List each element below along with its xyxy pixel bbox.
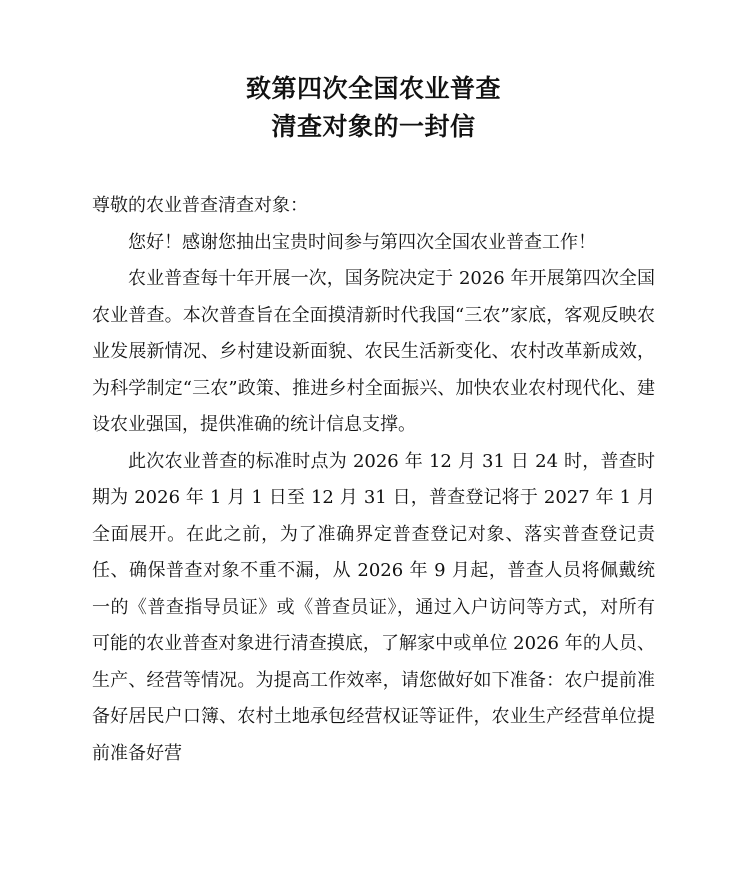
title-line-1: 致第四次全国农业普查: [245, 74, 501, 103]
letter-greeting: 尊敬的农业普查清查对象：: [92, 195, 308, 216]
title-line-2: 清查对象的一封信: [271, 112, 476, 141]
paragraph-purpose: 农业普查每十年开展一次，国务院决定于 2026 年开展第四次全国农业普查。本次普查旨在全面摸清新时代我国“三农”家底，客观反映农业发展新情况、乡村建设新面貌、农民生活新变化、农村改革新成效，为科学制定“三农”政策、推进乡村全面振兴、加快农业农村现代化、建设农业强国，提供准确的统计信息支撑。: [92, 268, 655, 435]
letter-title: [92, 70, 655, 146]
paragraph-schedule: 此次农业普查的标准时点为 2026 年 12 月 31 日 24 时，普查时期为 2026 年 1 月 1 日至 12 月 31 日，普查登记将于 2027 年 1 月全面展开。在此之前，为了准确界定普查登记对象、落实普查登记责任、确保普查对象不重不漏，从 2026 年 9 月起，普查人员将佩戴统一的《普查指导员证》或《普查员证》，通过入户访问等方式，对所有可能的农业普查对象进行清查摸底，了解家中或单位 2026 年的人员、生产、经营等情况。为提高工作效率，请您做好如下准备：农户提前准备好居民户口簿、农村土地承包经营权证等证件，农业生产经营单位提前准备好营: [92, 450, 655, 764]
paragraph-thanks: 您好！感谢您抽出宝贵时间参与第四次全国农业普查工作！: [128, 231, 596, 253]
